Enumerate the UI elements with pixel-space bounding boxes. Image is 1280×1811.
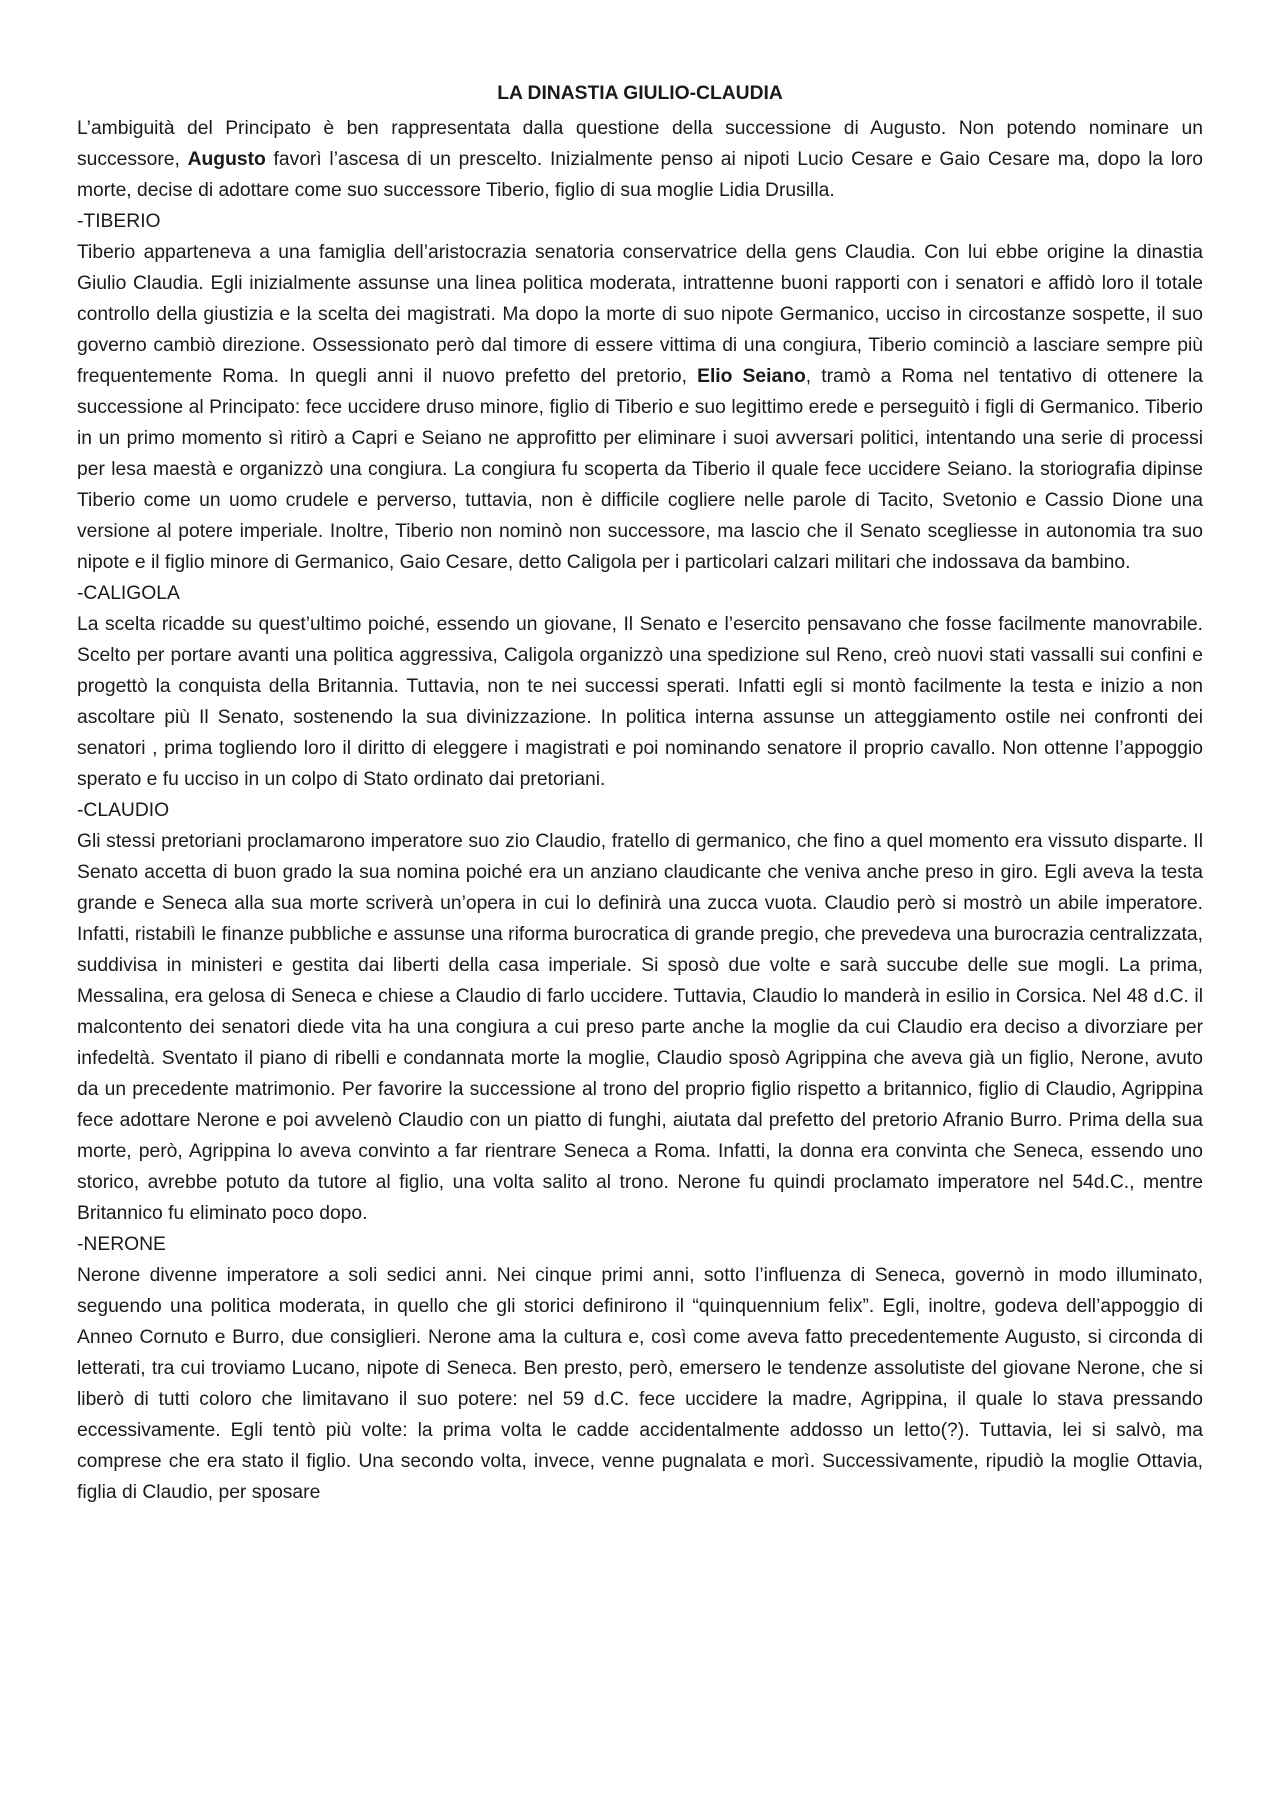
- tiberio-bold-seiano: Elio Seiano: [697, 366, 806, 387]
- tiberio-text-1: Tiberio apparteneva a una famiglia dell’aristocrazia senatoria conservatrice della gens Claudia. Con lui ebbe origine la dinastia Giulio Claudia. Egli inizialmente assunse una linea politica moderata, intrattenne buoni rapporti con i senatori e affidò loro il totale controllo della giustizia e la scelta dei magistrati. Ma dopo la morte di suo nipote Germanico, ucciso in circostanze sospette, il suo governo cambiò direzione. Ossessionato però dal timore di essere vittima di una congiura, Tiberio cominciò a lasciare sempre più frequentemente Roma. In quegli anni il nuovo prefetto del pretorio,: [77, 242, 1203, 387]
- tiberio-paragraph: [77, 237, 1203, 578]
- intro-text-2: favorì l’ascesa di un prescelto. Inizialmente penso ai nipoti Lucio Cesare e Gaio Cesare ma, dopo la loro morte, decise di adottare come suo successore Tiberio, figlio di sua moglie Lidia Drusilla.: [77, 149, 1204, 201]
- intro-bold-augusto: Augusto: [187, 149, 266, 170]
- tiberio-text-2: , tramò a Roma nel tentativo di ottenere la successione al Principato: fece uccidere druso minore, figlio di Tiberio e suo legittimo erede e perseguitò i figli di Germanico. Tiberio in un primo momento sì ritirò a Capri e Seiano ne approfitto per eliminare i suoi avversari politici, intentando una serie di processi per lesa maestà e organizzò una congiura. La congiura fu scoperta da Tiberio il quale fece uccidere Seiano. la storiografia dipinse Tiberio come un uomo crudele e perverso, tuttavia, non è difficile cogliere nelle parole di Tacito, Svetonio e Cassio Dione una versione al potere imperiale. Inoltre, Tiberio non nominò non successore, ma lascio che il Senato scegliesse in autonomia tra suo nipote e il figlio minore di Germanico, Gaio Cesare, detto Caligola per i particolari calzari militari che indossava da bambino.: [77, 366, 1203, 573]
- document-title: LA DINASTIA GIULIO-CLAUDIA: [497, 83, 783, 104]
- intro-paragraph: [77, 113, 1203, 206]
- heading-claudio: -CLAUDIO: [77, 800, 170, 821]
- claudio-paragraph: Gli stessi pretoriani proclamarono imperatore suo zio Claudio, fratello di germanico, che fino a quel momento era vissuto disparte. Il Senato accetta di buon grado la sua nomina poiché era un anziano claudicante che veniva anche preso in giro. Egli aveva la testa grande e Seneca alla sua morte scriverà un’opera in cui lo definirà una zucca vuota. Claudio però si mostrò un abile imperatore. Infatti, ristabilì le finanze pubbliche e assunse una riforma burocratica di grande pregio, che prevedeva una burocrazia centralizzata, suddivisa in ministeri e gestita dai liberti della casa imperiale. Si sposò due volte e sarà succube delle sue mogli. La prima, Messalina, era gelosa di Seneca e chiese a Claudio di farlo uccidere. Tuttavia, Claudio lo manderà in esilio in Corsica. Nel 48 d.C. il malcontento dei senatori diede vita ha una congiura a cui preso parte anche la moglie da cui Claudio era deciso a divorziare per infedeltà. Sventato il piano di ribelli e condannata morte la moglie, Claudio sposò Agrippina che aveva già un figlio, Nerone, avuto da un precedente matrimonio. Per favorire la successione al trono del proprio figlio rispetto a britannico, figlio di Claudio, Agrippina fece adottare Nerone e poi avvelenò Claudio con un piatto di funghi, aiutata dal prefetto del pretorio Afranio Burro. Prima della sua morte, però, Agrippina lo aveva convinto a far rientrare Seneca a Roma. Infatti, la donna era convinta che Seneca, essendo uno storico, avrebbe potuto da tutore al figlio, una volta salito al trono. Nerone fu quindi proclamato imperatore nel 54d.C., mentre Britannico fu eliminato poco dopo.: [77, 831, 1203, 1224]
- intro-text-1: L’ambiguità del Principato è ben rappresentata dalla questione della successione di Augusto. Non potendo nominare un successore,: [77, 118, 1203, 170]
- document-page: [77, 78, 1203, 1508]
- heading-tiberio: -TIBERIO: [77, 211, 161, 232]
- heading-caligola: -CALIGOLA: [77, 583, 180, 604]
- caligola-paragraph: La scelta ricadde su quest’ultimo poiché, essendo un giovane, Il Senato e l’esercito pensavano che fosse facilmente manovrabile. Scelto per portare avanti una politica aggressiva, Caligola organizzò una spedizione sul Reno, creò nuovi stati vassalli sui confini e progettò la conquista della Britannia. Tuttavia, non te nei successi sperati. Infatti egli si montò facilmente la testa e inizio a non ascoltare più Il Senato, sostenendo la sua divinizzazione. In politica interna assunse un atteggiamento ostile nei confronti dei senatori , prima togliendo loro il diritto di eleggere i magistrati e poi nominando senatore il proprio cavallo. Non ottenne l’appoggio sperato e fu ucciso in un colpo di Stato ordinato dai pretoriani.: [77, 614, 1203, 790]
- nerone-paragraph: Nerone divenne imperatore a soli sedici anni. Nei cinque primi anni, sotto l’influenza di Seneca, governò in modo illuminato, seguendo una politica moderata, in quello che gli storici definirono il “quinquennium felix”. Egli, inoltre, godeva dell’appoggio di Anneo Cornuto e Burro, due consiglieri. Nerone ama la cultura e, così come aveva fatto precedentemente Augusto, si circonda di letterati, tra cui troviamo Lucano, nipote di Seneca. Ben presto, però, emersero le tendenze assolutiste del giovane Nerone, che si liberò di tutti coloro che limitavano il suo potere: nel 59 d.C. fece uccidere la madre, Agrippina, il quale lo stava pressando eccessivamente. Egli tentò più volte: la prima volta le cadde accidentalmente addosso un letto(?). Tuttavia, lei si salvò, ma comprese che era stato il figlio. Una secondo volta, invece, venne pugnalata e morì. Successivamente, ripudiò la moglie Ottavia, figlia di Claudio, per sposare: [77, 1265, 1203, 1503]
- heading-nerone: -NERONE: [77, 1234, 166, 1255]
